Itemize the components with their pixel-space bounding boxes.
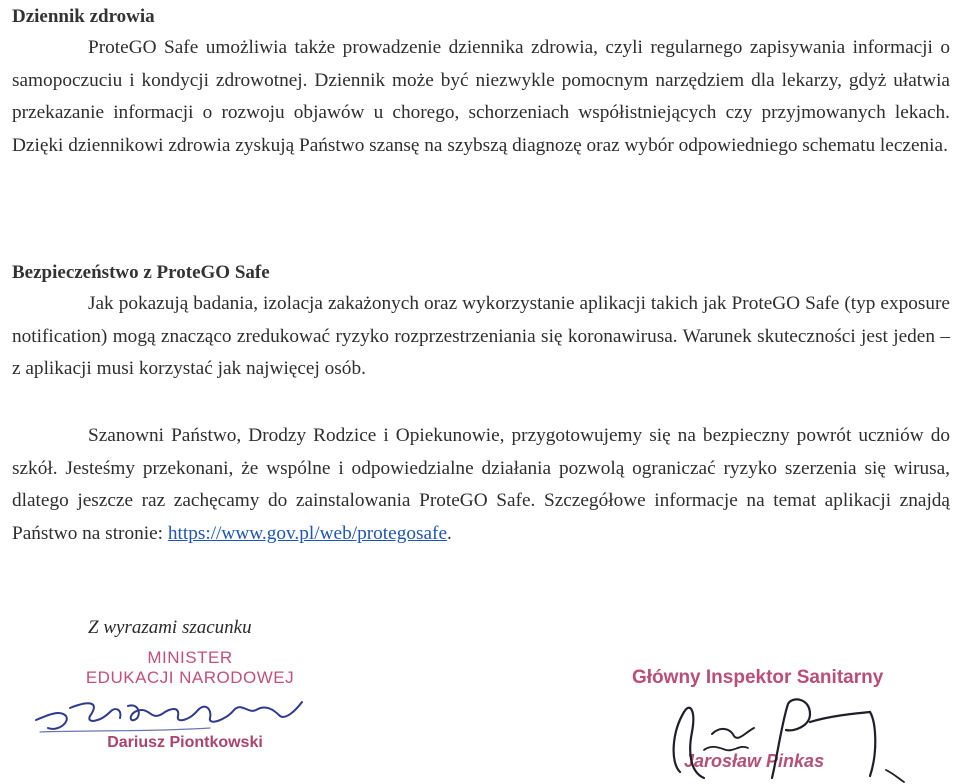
- protegosafe-link[interactable]: https://www.gov.pl/web/protegosafe: [167, 522, 448, 544]
- closing-paragraph-suffix: .: [447, 522, 452, 544]
- closing-section: [12, 420, 950, 550]
- stamp-role: Główny Inspektor Sanitarny: [632, 667, 884, 688]
- stamp-role-line1: MINISTER: [147, 648, 233, 667]
- minister-signature: [30, 680, 330, 740]
- stamp-name: Dariusz Piontkowski: [107, 734, 263, 751]
- stamp-role-line2: EDUKACJI NARODOWEJ: [85, 668, 295, 687]
- section-heading: Dziennik zdrowia: [12, 6, 155, 27]
- inspector-signature: [660, 692, 950, 784]
- section-paragraph: ProteGO Safe umożliwia także prowadzenie dziennika zdrowia, czyli regularnego zapisywania informacji o samopoczuciu i kondycji zdrowotnej. Dziennik może być niezwykle pomocnym narzędziem dla lekarzy, gdyż ułatwia przekazanie informacji o rozwoju objawów u chorego, schorzeniach współistniejących czy przyjmowanych lekach. Dzięki dziennikowi zdrowia zyskują Państwo szansę na szybszą diagnozę oraz wybór odpowiedniego schematu leczenia.: [12, 37, 950, 156]
- section-paragraph: Jak pokazują badania, izolacja zakażonych oraz wykorzystanie aplikacji takich jak ProteGO Safe (typ exposure notification) mogą znacząco zredukować ryzyko rozprzestrzeniania się koronawirusa. Warunek skuteczności jest jeden – z aplikacji musi korzystać jak najwięcej osób.: [12, 293, 950, 380]
- closing-paragraph: [12, 420, 950, 550]
- stamp-name: Jarosław Pinkas: [684, 751, 825, 771]
- section-safety: [12, 258, 950, 386]
- inspector-stamp: [632, 667, 932, 771]
- section-health-diary: [12, 2, 950, 162]
- closing-salutation: Z wyrazami szacunku: [88, 617, 252, 638]
- section-heading: Bezpieczeństwo z ProteGO Safe: [12, 262, 270, 283]
- closing-paragraph-text: Szanowni Państwo, Drodzy Rodzice i Opiekunowie, przygotowujemy się na bezpieczny powrót uczniów do szkół. Jesteśmy przekonani, że wspólne i odpowiedzialne działania pozwolą ograniczać ryzyko szerzenia się wirusa, dlatego jeszcze raz zachęcamy do zainstalowania ProteGO Safe. Szczegółowe informacje na temat aplikacji znajdą Państwo na stronie:: [12, 425, 950, 544]
